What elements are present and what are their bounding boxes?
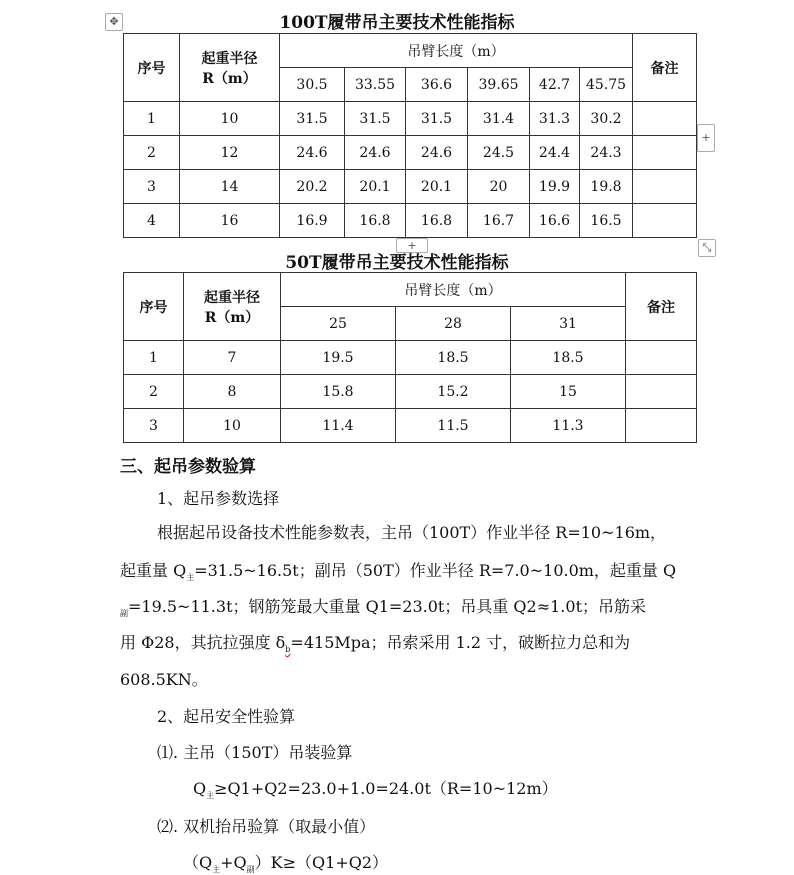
capacity-cell: 16.8 (345, 204, 406, 238)
paragraph-line (120, 630, 630, 654)
header-radius (184, 273, 281, 341)
note-cell (633, 102, 697, 136)
header-radius-line1: 起重半径 (204, 289, 260, 306)
text-run: +Q (220, 853, 247, 872)
capacity-cell: 15.8 (281, 375, 396, 409)
note-cell (633, 170, 697, 204)
paragraph-line: 608.5KN。 (120, 670, 208, 689)
seq-cell: 2 (124, 375, 184, 409)
equation-1 (193, 776, 558, 801)
item-2: ⑵. 双机抬吊验算（取最小值） (157, 817, 376, 836)
text-run: 起重量 Q (120, 561, 187, 580)
capacity-cell: 20.1 (406, 170, 468, 204)
boom-length-cell: 28 (396, 307, 511, 341)
subheading-1: 1、起吊参数选择 (157, 489, 280, 508)
text-run: =415Mpa；吊索采用 1.2 寸，破断拉力总和为 (290, 633, 631, 652)
capacity-cell: 24.4 (530, 136, 580, 170)
boom-length-cell: 31 (511, 307, 626, 341)
header-boom-length: 吊臂长度（m） (281, 273, 626, 307)
header-note: 备注 (633, 34, 697, 102)
table-row (124, 204, 697, 238)
note-cell (633, 204, 697, 238)
subscript: 主 (186, 573, 195, 583)
subscript: 主 (206, 791, 215, 801)
capacity-cell: 24.6 (280, 136, 345, 170)
seq-cell: 1 (124, 102, 180, 136)
item-1: ⑴. 主吊（150T）吊装验算 (157, 743, 353, 762)
subscript: 主 (212, 865, 221, 875)
table-50t (123, 272, 697, 443)
note-cell (626, 341, 697, 375)
capacity-cell: 15.2 (396, 375, 511, 409)
header-radius-line1: 起重半径 (201, 50, 258, 67)
seq-cell: 2 (124, 136, 180, 170)
table-row (124, 102, 697, 136)
capacity-cell: 20 (468, 170, 530, 204)
capacity-cell: 18.5 (511, 341, 626, 375)
capacity-cell: 31.5 (406, 102, 468, 136)
header-boom-length: 吊臂长度（m） (280, 34, 633, 68)
seq-cell: 1 (124, 341, 184, 375)
capacity-cell: 19.5 (281, 341, 396, 375)
text-run: 用 Φ28，其抗拉强度 δ (120, 633, 286, 652)
capacity-cell: 31.5 (280, 102, 345, 136)
boom-length-cell: 45.75 (580, 68, 633, 102)
radius-cell: 8 (184, 375, 281, 409)
paragraph-line (120, 558, 676, 583)
table1-title: 100T履带吊主要技术性能指标 (279, 13, 515, 33)
capacity-cell: 11.5 (396, 409, 511, 443)
radius-cell: 10 (184, 409, 281, 443)
boom-length-cell: 42.7 (530, 68, 580, 102)
capacity-cell: 20.2 (280, 170, 345, 204)
radius-cell: 12 (180, 136, 280, 170)
capacity-cell: 11.4 (281, 409, 396, 443)
radius-cell: 10 (180, 102, 280, 136)
seq-cell: 3 (124, 409, 184, 443)
subscript: b (285, 645, 291, 655)
header-seq: 序号 (124, 273, 184, 341)
table-row (124, 341, 697, 375)
capacity-cell: 24.5 (468, 136, 530, 170)
seq-cell: 3 (124, 170, 180, 204)
table-row (124, 136, 697, 170)
capacity-cell: 31.4 (468, 102, 530, 136)
capacity-cell: 19.8 (580, 170, 633, 204)
capacity-cell: 24.6 (406, 136, 468, 170)
capacity-cell: 16.5 (580, 204, 633, 238)
boom-length-cell: 33.55 (345, 68, 406, 102)
table-resize-handle-icon[interactable]: ⤡ (698, 239, 716, 257)
text-run: =31.5~16.5t；副吊（50T）作业半径 R=7.0~10.0m，起重量 Q (194, 561, 677, 580)
header-seq: 序号 (124, 34, 180, 102)
capacity-cell: 19.9 (530, 170, 580, 204)
text-run: Q (193, 779, 207, 798)
subheading-2: 2、起吊安全性验算 (157, 707, 296, 726)
capacity-cell: 16.7 (468, 204, 530, 238)
boom-length-cell: 39.65 (468, 68, 530, 102)
radius-cell: 14 (180, 170, 280, 204)
capacity-cell: 20.1 (345, 170, 406, 204)
header-radius-line2: R（m） (202, 70, 257, 87)
capacity-cell: 18.5 (396, 341, 511, 375)
capacity-cell: 24.3 (580, 136, 633, 170)
capacity-cell: 16.6 (530, 204, 580, 238)
seq-cell: 4 (124, 204, 180, 238)
table-row (124, 375, 697, 409)
paragraph-line (120, 594, 646, 619)
add-row-button-icon[interactable]: + (396, 238, 428, 253)
paragraph-line: 根据起吊设备技术性能参数表，主吊（100T）作业半径 R=10~16m， (157, 523, 667, 542)
text-run: （Q (183, 853, 213, 872)
capacity-cell: 31.3 (530, 102, 580, 136)
capacity-cell: 24.6 (345, 136, 406, 170)
table-row (124, 409, 697, 443)
capacity-cell: 31.5 (345, 102, 406, 136)
note-cell (626, 409, 697, 443)
subscript: 副 (246, 865, 255, 875)
table-row (124, 170, 697, 204)
boom-length-cell: 36.6 (406, 68, 468, 102)
table2-title: 50T履带吊主要技术性能指标 (285, 253, 509, 273)
note-cell (626, 375, 697, 409)
radius-cell: 16 (180, 204, 280, 238)
equation-2 (183, 850, 388, 875)
boom-length-cell: 25 (281, 307, 396, 341)
add-column-button-icon[interactable]: + (697, 124, 715, 152)
note-cell (633, 136, 697, 170)
header-note: 备注 (626, 273, 697, 341)
radius-cell: 7 (184, 341, 281, 375)
capacity-cell: 30.2 (580, 102, 633, 136)
capacity-cell: 15 (511, 375, 626, 409)
capacity-cell: 16.9 (280, 204, 345, 238)
text-run: =19.5~11.3t；钢筋笼最大重量 Q1=23.0t；吊具重 Q2≈1.0t；吊筋采 (128, 597, 647, 616)
subscript: 副 (120, 609, 128, 619)
text-run: ）K≥（Q1+Q2） (254, 853, 389, 872)
capacity-cell: 16.8 (406, 204, 468, 238)
boom-length-cell: 30.5 (280, 68, 345, 102)
header-radius (180, 34, 280, 102)
table-100t (123, 33, 697, 238)
capacity-cell: 11.3 (511, 409, 626, 443)
header-radius-line2: R（m） (204, 309, 260, 326)
text-run: ≥Q1+Q2=23.0+1.0=24.0t（R=10~12m） (214, 779, 558, 798)
table-move-handle-icon[interactable]: ✥ (105, 13, 123, 31)
section-heading: 三、起吊参数验算 (120, 457, 256, 477)
